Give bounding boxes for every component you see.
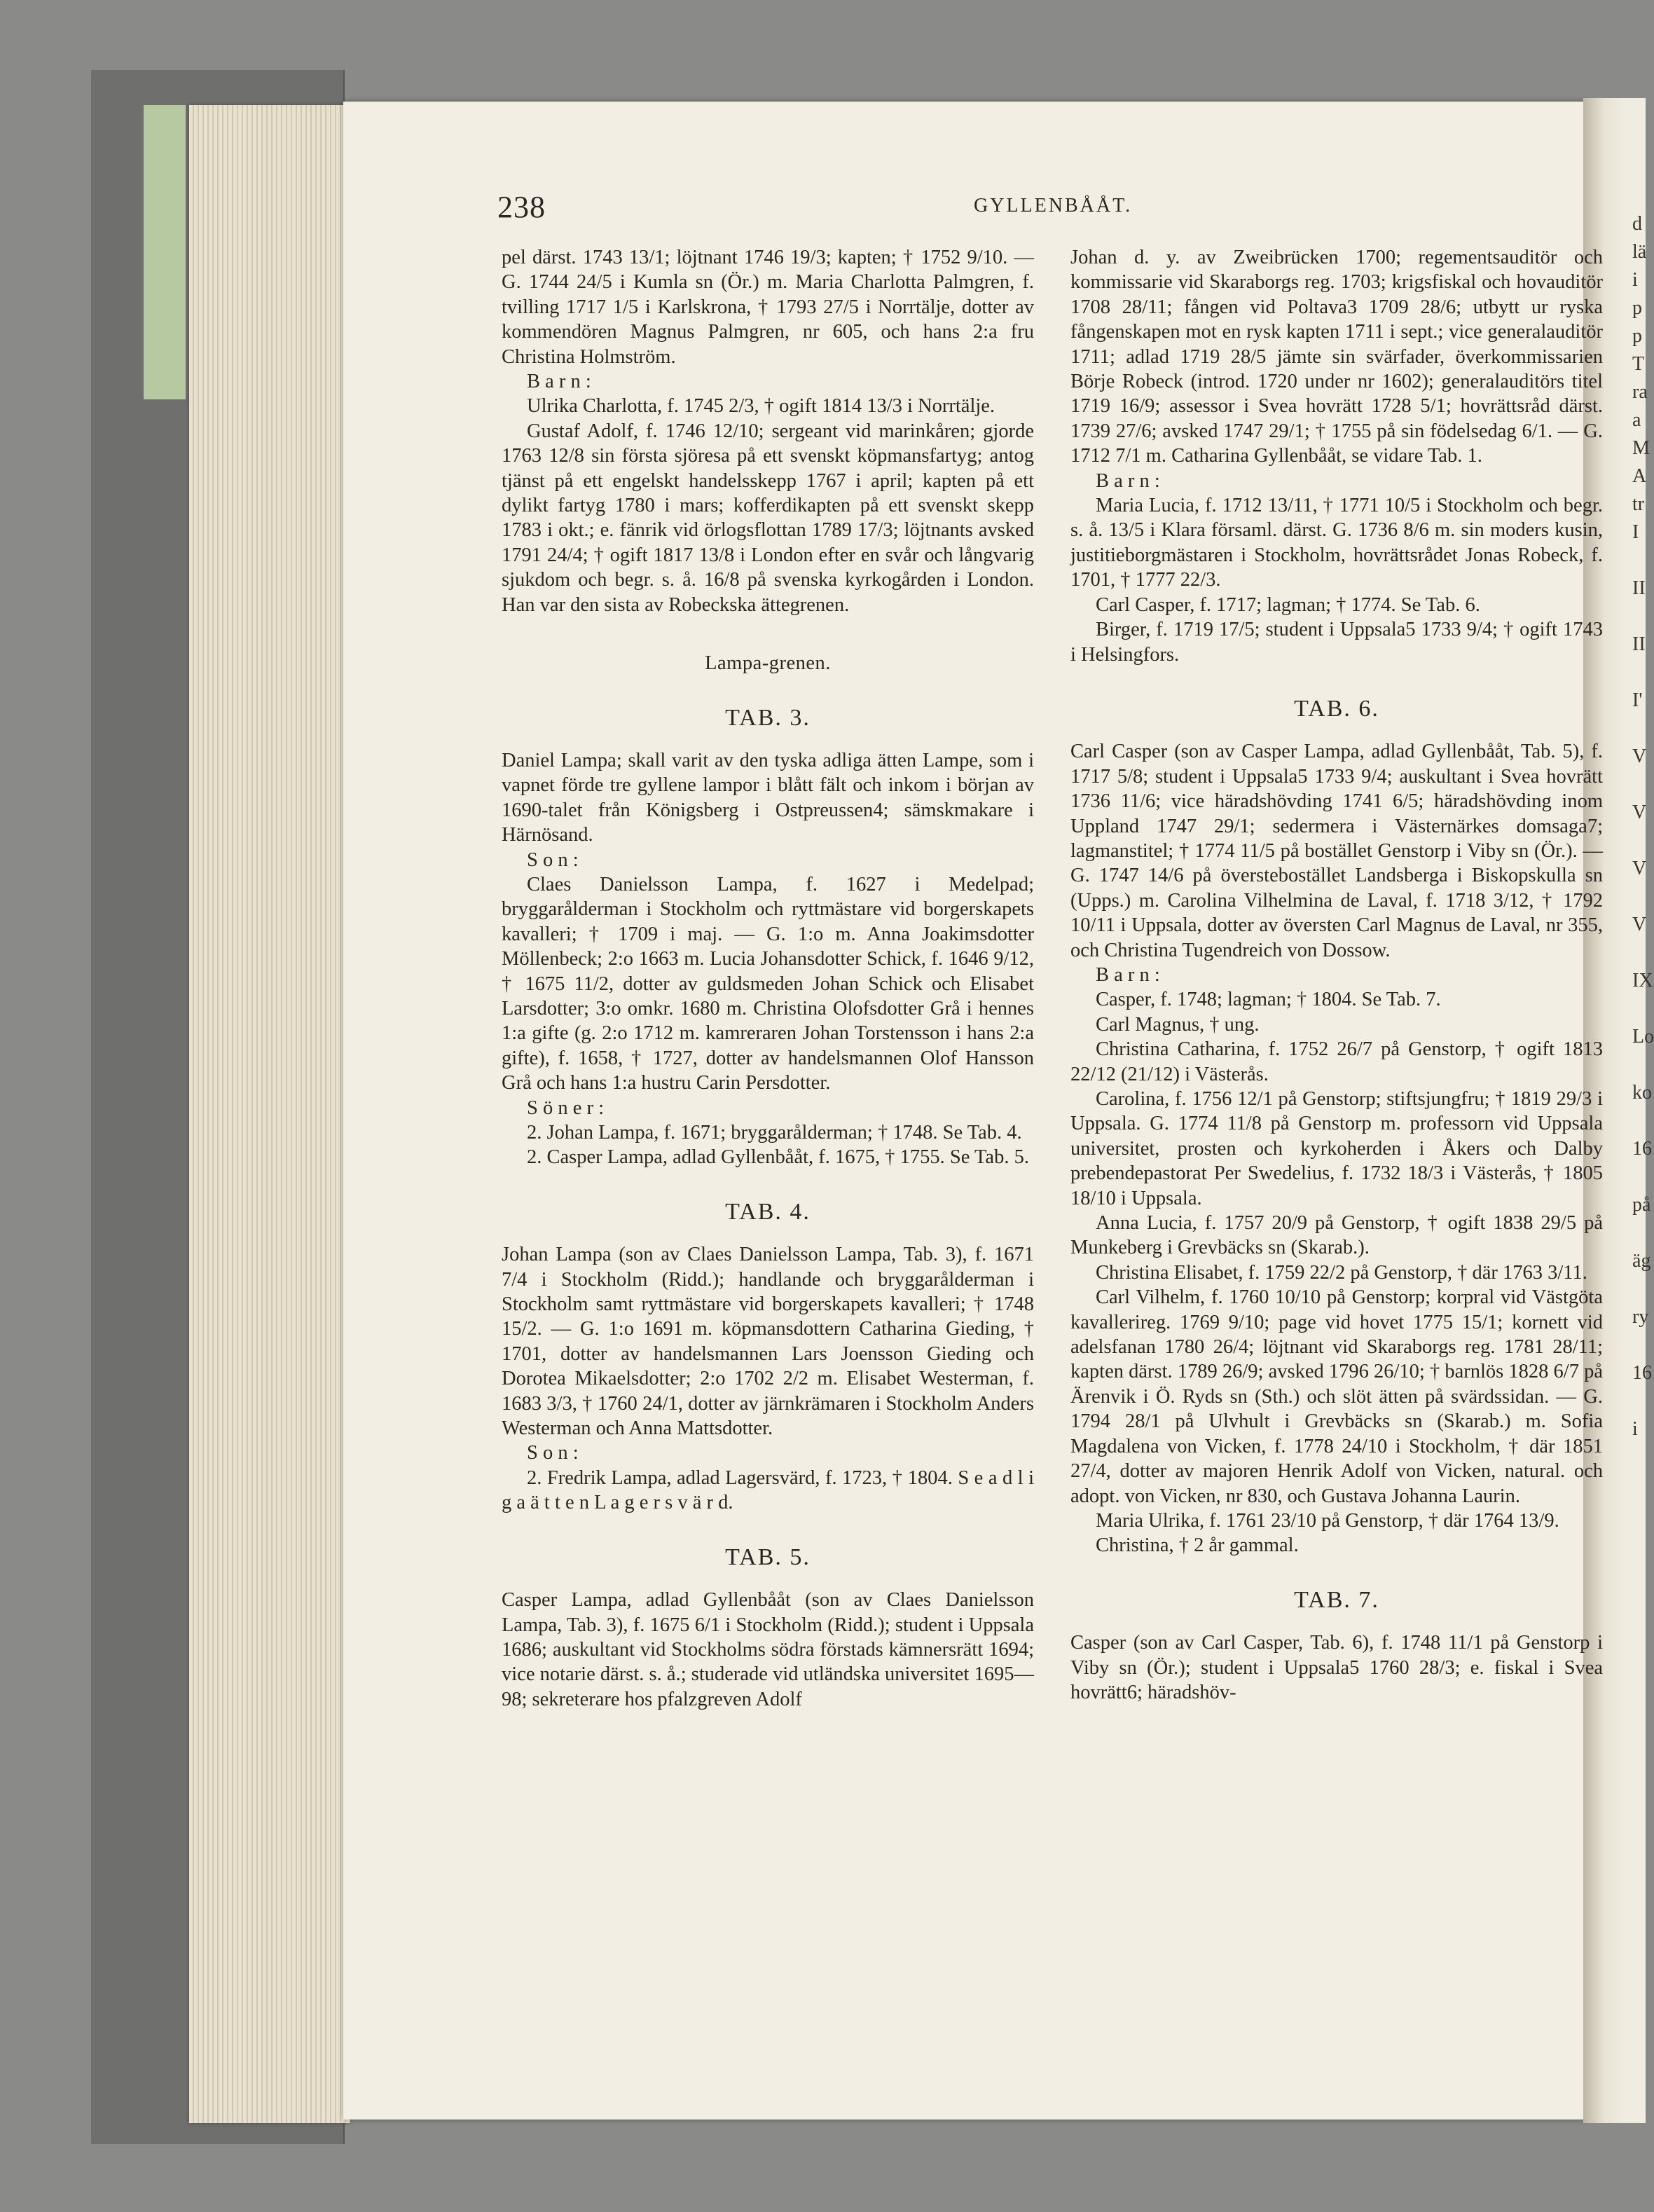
section-heading: Lampa-grenen. [705, 652, 831, 675]
page-number: 238 [497, 190, 546, 224]
next-page-fragments [1632, 210, 1654, 1471]
body-paragraph: pel därst. 1743 13/1; löjtnant 1746 19/3; kapten; † 1752 9/10. — G. 1744 24/5 i Kumla sn (Ör.) m. Maria Charlotta Palmgren, f. tvilling 1717 1/5 i Karlskrona, † 1793 27/5 i Norrtälje, dotter av kommendören Magnus Palmgren, nr 605, och hans 2:a fru Christina Holmström. [502, 247, 1034, 368]
entry-paragraph: Carolina, f. 1756 12/1 på Genstorp; stiftsjungfru; † 1819 29/3 i Uppsala. G. 1774 11/8 på Genstorp m. professorn vid Uppsala universitet, prosten och kyrkoherden i Åkers och Dalby prebendepastorat Per Swedelius, f. 1732 18/3 i Västerås, † 1805 18/10 i Uppsala. [1070, 1088, 1603, 1209]
gutter-fragment: T [1632, 353, 1645, 375]
gutter-fragment: på [1632, 1194, 1651, 1216]
entry-paragraph: Anna Lucia, f. 1757 20/9 på Genstorp, † ogift 1838 29/5 på Munkeberg i Grevbäcks sn (Skarab.). [1070, 1212, 1603, 1259]
left-column [502, 245, 1034, 1712]
table-heading: TAB. 3. [725, 704, 811, 731]
entry-paragraph: Birger, f. 1719 17/5; student i Uppsala5 1733 9/4; † ogift 1743 i Helsingfors. [1070, 619, 1603, 666]
gutter-fragment: lä [1632, 241, 1647, 263]
entry-paragraph: 2. Fredrik Lampa, adlad Lagersvärd, f. 1723, † 1804. S e a d l i g a ä t t e n L a g e r s v ä r d. [502, 1466, 1034, 1514]
gutter-fragment: tr [1632, 493, 1645, 515]
body-paragraph: Johan Lampa (son av Claes Danielsson Lampa, Tab. 3), f. 1671 7/4 i Stockholm (Ridd.); handlande och bryggarålderman i Stockholm samt ryttmästare vid borgerskapets kavalleri; † 1748 15/2. — G. 1:o 1691 m. köpmansdottern Catharina Gieding, † 1701, dotter av handelsmannen Lars Joensson Gieding och Dorotea Mikaelsdotter; 2:o 1702 2/2 m. Elisabet Westerman, f. 1683 3/3, † 1760 24/1, dotter av järnkrämaren i Stockholm Anders Westerman och Anna Mattsdotter. [502, 1244, 1034, 1440]
gutter-fragment: II [1632, 633, 1646, 655]
gutter-fragment: a [1632, 409, 1641, 431]
entry-paragraph: S ö n e r : [527, 1097, 605, 1119]
table-heading: TAB. 7. [1294, 1586, 1379, 1613]
gutter-fragment: I [1632, 521, 1639, 543]
body-paragraph: Carl Casper (son av Casper Lampa, adlad Gyllenbååt, Tab. 5), f. 1717 5/8; student i Uppsala5 1733 9/4; auskultant i Svea hovrätt 1736 11/6; vice häradshövding 1741 6/5; häradshövding inom Uppland 1747 29/1; sedermera i Västernärkes domsaga7; lagmanstitel; † 1774 11/5 på bostället Genstorp i Viby sn (Ör.). — G. 1747 14/6 på överstebostället Landsberga i Biskopskulla sn (Upps.) m. Carolina Vilhelmina de Laval, f. 1718 3/12, † 1792 10/11 i Uppsala, dotter av översten Carl Magnus de Laval, nr 355, och Christina Tugendreich von Dossow. [1070, 741, 1603, 961]
entry-paragraph: Claes Danielsson Lampa, f. 1627 i Medelpad; bryggarålderman i Stockholm och ryttmästare vid borgerskapets kavalleri; † 1709 i maj. — G. 1:o m. Anna Joakimsdotter Möllenbeck; 2:o 1663 m. Lucia Johansdotter Schick, f. 1646 9/12, † 1675 11/2, dotter av guldsmeden Johan Schick och Elisabet Larsdotter; 3:o omkr. 1680 m. Christina Olofsdotter Grå i hennes 1:a gifte (g. 2:o 1712 m. kamreraren Johan Torstensson i hans 2:a gifte), f. 1658, † 1727, dotter av handelsmannen Olof Hansson Grå och hans 1:a hustru Carin Persdotter. [502, 873, 1034, 1094]
gutter-fragment: Lo [1632, 1026, 1654, 1047]
entry-paragraph: Carl Magnus, † ung. [1096, 1013, 1260, 1036]
gutter-fragment: I' [1632, 689, 1643, 711]
body-paragraph: Johan d. y. av Zweibrücken 1700; regementsauditör och kommissarie vid Skaraborgs reg. 1703; krigsfiskal och hovauditör 1708 28/11; fången vid Poltava3 1709 28/6; utbytt ur ryska fångenskapen mot en rysk kapten 1711 i sept.; vice generalauditör 1711; adlad 1719 28/5 jämte sin svärfader, överkommissarien Börje Robeck (introd. 1720 under nr 1602); generalauditörs titel 1719 16/9; assessor i Svea hovrätt 1728 5/1; hovrättsråd därst. 1739 27/6; avsked 1747 29/1; † 1755 på sin födelsedag 6/1. — G. 1712 7/1 m. Catharina Gyllenbååt, se vidare Tab. 1. [1070, 247, 1603, 467]
gutter-fragment: ra [1632, 381, 1648, 403]
entry-paragraph: Carl Vilhelm, f. 1760 10/10 på Genstorp; korpral vid Västgöta kavallerireg. 1769 9/10; page vid hovet 1775 15/1; kornett vid adelsfanan 1780 26/4; löjtnant vid Skaraborgs reg. 1781 28/11; kapten därst. 1789 26/9; avsked 1796 26/10; † barnlös 1828 6/7 på Ärenvik i Ö. Ryds sn (Sth.) och slöt ätten på svärdssidan. — G. 1794 28/1 på Ulvhult i Grevbäcks sn (Skarab.) m. Sofia Magdalena von Vicken, f. 1778 24/10 i Stockholm, † där 1851 27/4, dotter av majoren Henrik Adolf von Vicken, natural. och adopt. von Vicken, nr 830, och Gustava Johanna Laurin. [1070, 1286, 1603, 1507]
gutter-fragment: d [1632, 213, 1642, 235]
body-paragraph: Casper (son av Carl Casper, Tab. 6), f. 1748 11/1 på Genstorp i Viby sn (Ör.); student i Uppsala5 1760 28/3; e. fiskal i Svea hovrätt6; häradshöv- [1070, 1632, 1603, 1703]
page-edges [189, 105, 350, 2123]
gutter-fragment: 16 [1632, 1362, 1652, 1384]
entry-paragraph: Gustaf Adolf, f. 1746 12/10; sergeant vid marinkåren; gjorde 1763 12/8 sin första sjöresa på ett svenskt köpmansfartyg; antog tjänst på ett engelskt handelsskepp 1767 i april; kapten på ett dylikt fartyg 1780 i mars; kofferdikapten på ett svenskt skepp 1783 i okt.; e. fänrik vid örlogsflottan 1789 17/3; löjtnants avsked 1791 24/4; † ogift 1817 13/8 i London efter en svår och långvarig sjukdom och begr. s. å. 16/8 på svenska kyrkogården i London. Han var den sista av Robeckska ättegrenen. [502, 420, 1034, 616]
gutter-fragment: p [1632, 325, 1642, 347]
gutter-fragment: p [1632, 297, 1642, 319]
entry-paragraph: 2. Johan Lampa, f. 1671; bryggarålderman; † 1748. Se Tab. 4. [527, 1122, 1022, 1143]
table-heading: TAB. 6. [1294, 695, 1379, 722]
gutter-fragment: A [1632, 465, 1647, 487]
gutter-fragment: V [1632, 802, 1647, 823]
gutter-fragment: ry [1632, 1306, 1649, 1328]
gutter-fragment: V [1632, 858, 1647, 879]
entry-paragraph: Christina Elisabet, f. 1759 22/2 på Genstorp, † där 1763 3/11. [1096, 1261, 1587, 1284]
gutter-fragment: 16 [1632, 1138, 1652, 1160]
entry-paragraph: Casper, f. 1748; lagman; † 1804. Se Tab. 7. [1096, 989, 1441, 1011]
gutter-fragment: M [1632, 437, 1650, 459]
gutter-fragment: V [1632, 746, 1647, 767]
body-paragraph: Casper Lampa, adlad Gyllenbååt (son av Claes Danielsson Lampa, Tab. 3), f. 1675 6/1 i Stockholm (Ridd.); student i Uppsala 1686; auskultant vid Stockholms södra förstads kämnersrätt 1694; vice notarie därst. s. å.; studerade vid utländska universitet 1695—98; sekreterare hos pfalzgreven Adolf [502, 1589, 1034, 1710]
cover-color-strip [144, 105, 186, 399]
entry-paragraph: S o n : [527, 1442, 579, 1464]
table-heading: TAB. 5. [725, 1544, 811, 1570]
entry-paragraph: Maria Lucia, f. 1712 13/11, † 1771 10/5 i Stockholm och begr. s. å. 13/5 i Klara församl. därst. G. 1736 8/6 m. sin moders kusin, justitieborgmästaren i Stockholm, hovrättsrådet Jonas Robeck, f. 1701, † 1777 22/3. [1070, 495, 1603, 591]
gutter-fragment: i [1632, 269, 1638, 291]
right-column [1070, 245, 1603, 1705]
gutter-fragment: i [1632, 1418, 1638, 1440]
gutter-fragment: II [1632, 577, 1646, 599]
gutter-fragment: äg [1632, 1250, 1651, 1272]
running-head: GYLLENBÅÅT. [974, 195, 1133, 217]
gutter-fragment: V [1632, 914, 1647, 935]
gutter-fragment: ko [1632, 1082, 1652, 1104]
body-paragraph: Daniel Lampa; skall varit av den tyska adliga ätten Lampe, som i vapnet förde tre gyllene lampor i blått fält och inkom i början av 1690-talet från Königsberg i Ostpreussen4; sämskmakare i Härnösand. [502, 749, 1034, 846]
entry-paragraph: Ulrika Charlotta, f. 1745 2/3, † ogift 1814 13/3 i Norrtälje. [527, 395, 995, 418]
entry-paragraph: B a r n : [1096, 469, 1160, 492]
entry-paragraph: B a r n : [1096, 963, 1160, 986]
page-header [497, 189, 1569, 224]
entry-paragraph: Carl Casper, f. 1717; lagman; † 1774. Se Tab. 6. [1096, 593, 1480, 616]
table-heading: TAB. 4. [725, 1198, 811, 1225]
entry-paragraph: S o n : [527, 849, 579, 871]
entry-paragraph: B a r n : [527, 371, 591, 393]
gutter-fragment: IX [1632, 970, 1653, 991]
entry-paragraph: 2. Casper Lampa, adlad Gyllenbååt, f. 1675, † 1755. Se Tab. 5. [527, 1146, 1029, 1169]
entry-paragraph: Christina, † 2 år gammal. [1096, 1534, 1299, 1557]
entry-paragraph: Maria Ulrika, f. 1761 23/10 på Genstorp, † där 1764 13/9. [1096, 1509, 1559, 1532]
entry-paragraph: Christina Catharina, f. 1752 26/7 på Genstorp, † ogift 1813 22/12 (21/12) i Västerås. [1070, 1038, 1603, 1085]
